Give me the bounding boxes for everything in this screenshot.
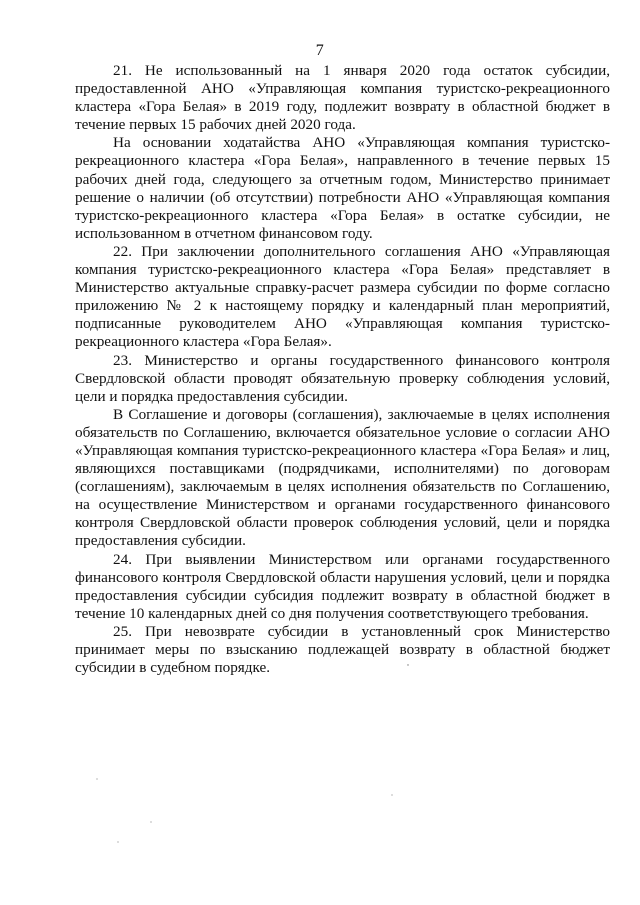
page-number: 7	[315, 42, 325, 59]
scan-speck	[150, 821, 151, 822]
scan-speck	[391, 794, 392, 795]
document-body	[75, 62, 610, 677]
paragraph-25: 25. При невозврате субсидии в установленный срок Министерство принимает меры по взысканию подлежащей возврату в областной бюджет субсидии в судебном порядке.	[75, 622, 610, 677]
paragraph-23-continuation: В Соглашение и договоры (соглашения), заключаемые в целях исполнения обязательств по Соглашению, включается обязательное условие о согласии АНО «Управляющая компания туристско-рекреационного кластера «Гора Белая» и лиц, являющихся поставщиками (подрядчиками, исполнителями) по договорам (соглашениям), заключаемым в целях исполнения обязательств по Соглашению, на осуществление Министерством и органами государственного финансового контроля Свердловской области проверок соблюдения условий, цели и порядка предоставления субсидии.	[75, 405, 610, 550]
paragraph-22: 22. При заключении дополнительного соглашения АНО «Управляющая компания туристско-рекреационного кластера «Гора Белая» представляет в Министерство актуальные справку-расчет размера субсидии по форме согласно приложению № 2 к настоящему порядку и календарный план мероприятий, подписанные руководителем АНО «Управляющая компания туристско-рекреационного кластера «Гора Белая».	[75, 242, 610, 351]
scan-speck	[96, 778, 97, 779]
scan-speck	[117, 841, 118, 842]
paragraph-23: 23. Министерство и органы государственного финансового контроля Свердловской области проводят обязательную проверку соблюдения условий, цели и порядка предоставления субсидии.	[75, 351, 610, 405]
paragraph-24: 24. При выявлении Министерством или органами государственного финансового контроля Свердловской области нарушения условий, цели и порядка предоставления субсидии субсидия подлежит возврату в областной бюджет в течение 10 календарных дней со дня получения соответствующего требования.	[75, 550, 610, 622]
paragraph-21: 21. Не использованный на 1 января 2020 года остаток субсидии, предоставленной АНО «Управляющая компания туристско-рекреационного кластера «Гора Белая» в 2019 году, подлежит возврату в областной бюджет в течение первых 15 рабочих дней 2020 года.	[75, 62, 610, 134]
paragraph-21-continuation: На основании ходатайства АНО «Управляющая компания туристско-рекреационного кластера «Гора Белая», направленного в течение первых 15 рабочих дней года, следующего за отчетным годом, Министерство принимает решение о наличии (об отсутствии) потребности АНО «Управляющая компания туристско-рекреационного кластера «Гора Белая» в остатке субсидии, не использованном в отчетном финансовом году.	[75, 134, 610, 242]
